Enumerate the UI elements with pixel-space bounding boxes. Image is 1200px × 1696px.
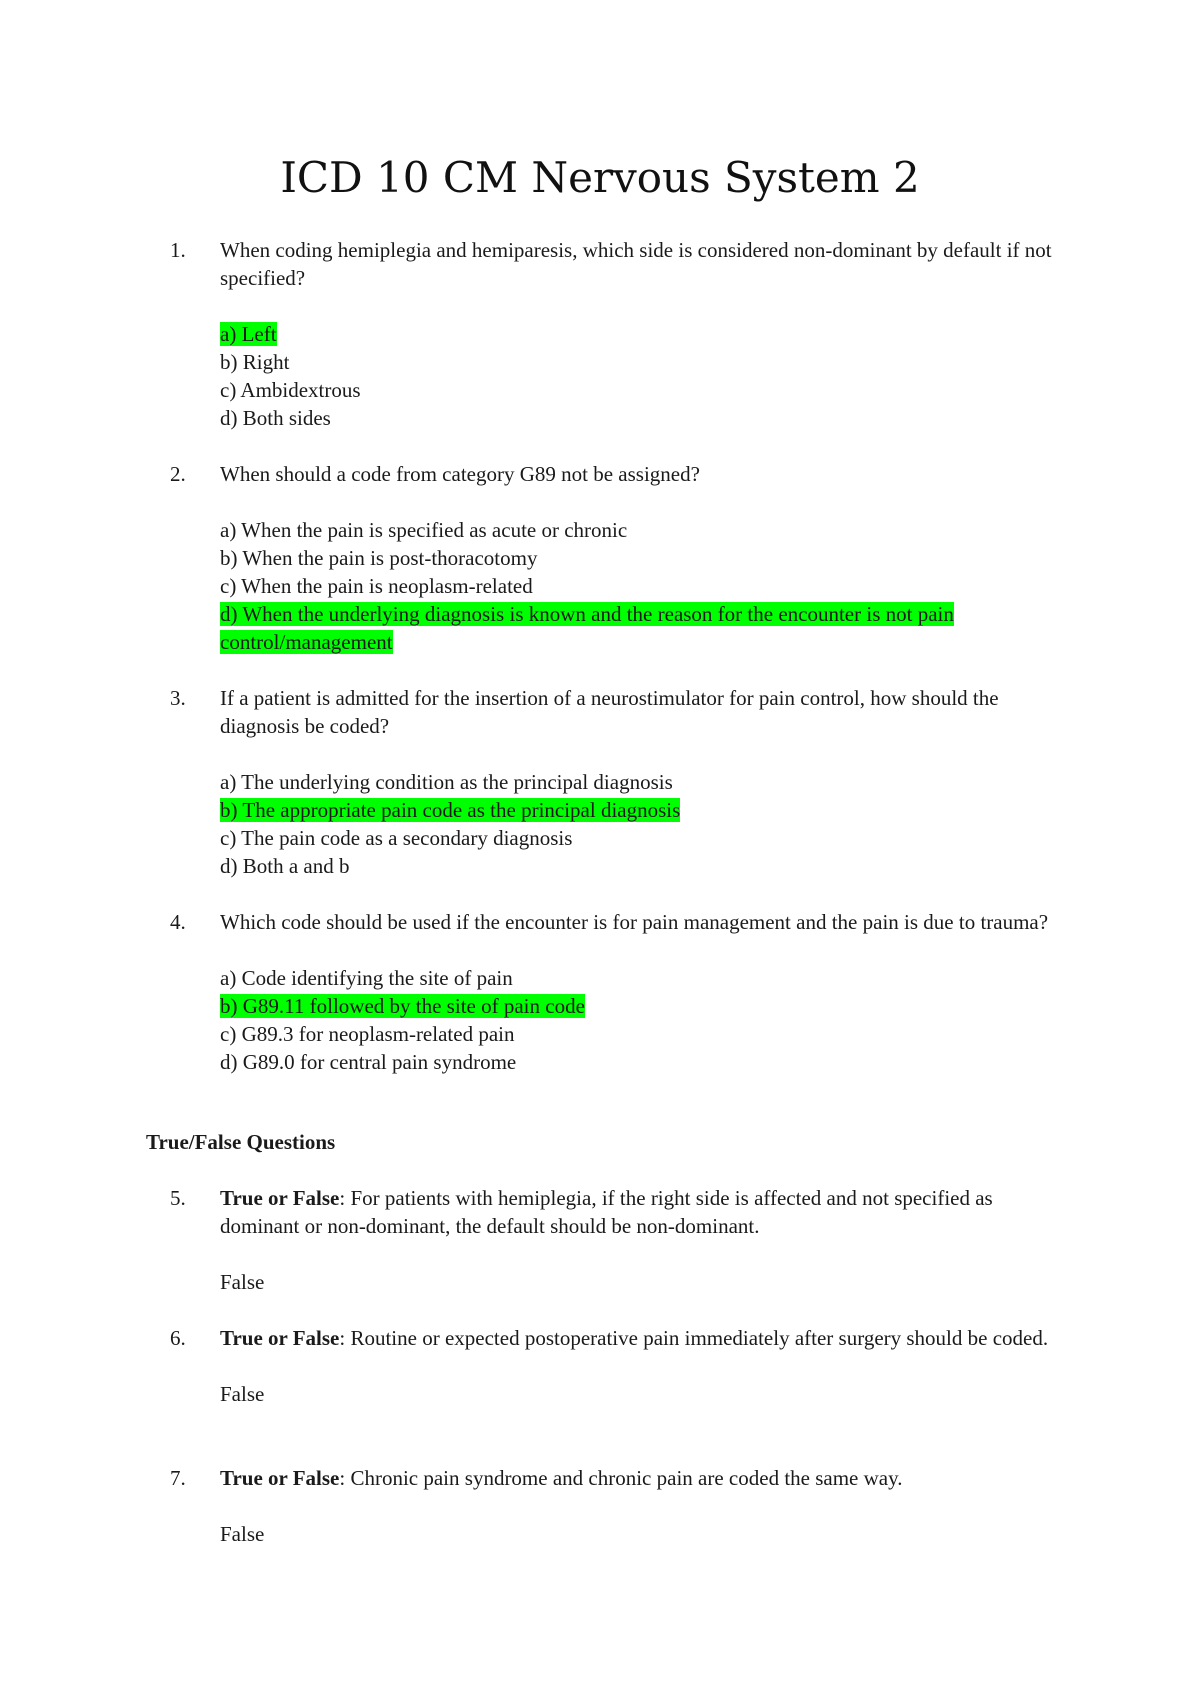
options-list [220,320,1070,432]
option-b: b) When the pain is post-thoracotomy [220,546,538,570]
page-title: ICD 10 CM Nervous System 2 [280,153,920,202]
answer-text: False [220,1382,265,1406]
answer-text: False [220,1270,265,1294]
option-d: d) When the underlying diagnosis is known and the reason for the encounter is not pain control/management [220,602,954,654]
question-text: Which code should be used if the encounter is for pain management and the pain is due to trauma? [220,910,1049,934]
option-a: a) Left [220,322,277,346]
question-number: 1. [170,238,186,262]
tf-question-7 [170,1464,1070,1548]
question-number: 6. [170,1326,186,1350]
options-list [220,516,1070,656]
option-b: b) G89.11 followed by the site of pain code [220,994,585,1018]
question-text: When should a code from category G89 not be assigned? [220,462,700,486]
question-number: 3. [170,686,186,710]
question-4 [170,908,1070,1076]
question-number: 7. [170,1466,186,1490]
question-number: 4. [170,910,186,934]
option-b: b) The appropriate pain code as the principal diagnosis [220,798,681,822]
option-a: a) Code identifying the site of pain [220,966,513,990]
question-text: True or False: For patients with hemiplegia, if the right side is affected and not specified as dominant or non-dominant, the default should be non-dominant. [220,1186,993,1238]
option-c: c) Ambidextrous [220,378,361,402]
option-c: c) When the pain is neoplasm-related [220,574,533,598]
tf-question-5 [170,1184,1070,1296]
question-text: When coding hemiplegia and hemiparesis, which side is considered non-dominant by default if not specified? [220,238,1052,290]
section-heading: True/False Questions [146,1130,336,1154]
question-text: If a patient is admitted for the insertion of a neurostimulator for pain control, how should the diagnosis be coded? [220,686,999,738]
question-number: 2. [170,462,186,486]
answer-text: False [220,1522,265,1546]
option-c: c) G89.3 for neoplasm-related pain [220,1022,515,1046]
question-text: True or False: Routine or expected postoperative pain immediately after surgery should be coded. [220,1326,1049,1350]
question-2 [170,460,1070,656]
option-d: d) G89.0 for central pain syndrome [220,1050,517,1074]
option-b: b) Right [220,350,290,374]
question-1 [170,236,1070,432]
question-number: 5. [170,1186,186,1210]
question-3 [170,684,1070,880]
options-list [220,964,1070,1076]
question-text: True or False: Chronic pain syndrome and chronic pain are coded the same way. [220,1466,903,1490]
option-c: c) The pain code as a secondary diagnosis [220,826,573,850]
option-a: a) The underlying condition as the principal diagnosis [220,770,673,794]
options-list [220,768,1070,880]
option-a: a) When the pain is specified as acute or chronic [220,518,628,542]
option-d: d) Both sides [220,406,331,430]
option-d: d) Both a and b [220,854,350,878]
tf-question-6 [170,1324,1070,1408]
